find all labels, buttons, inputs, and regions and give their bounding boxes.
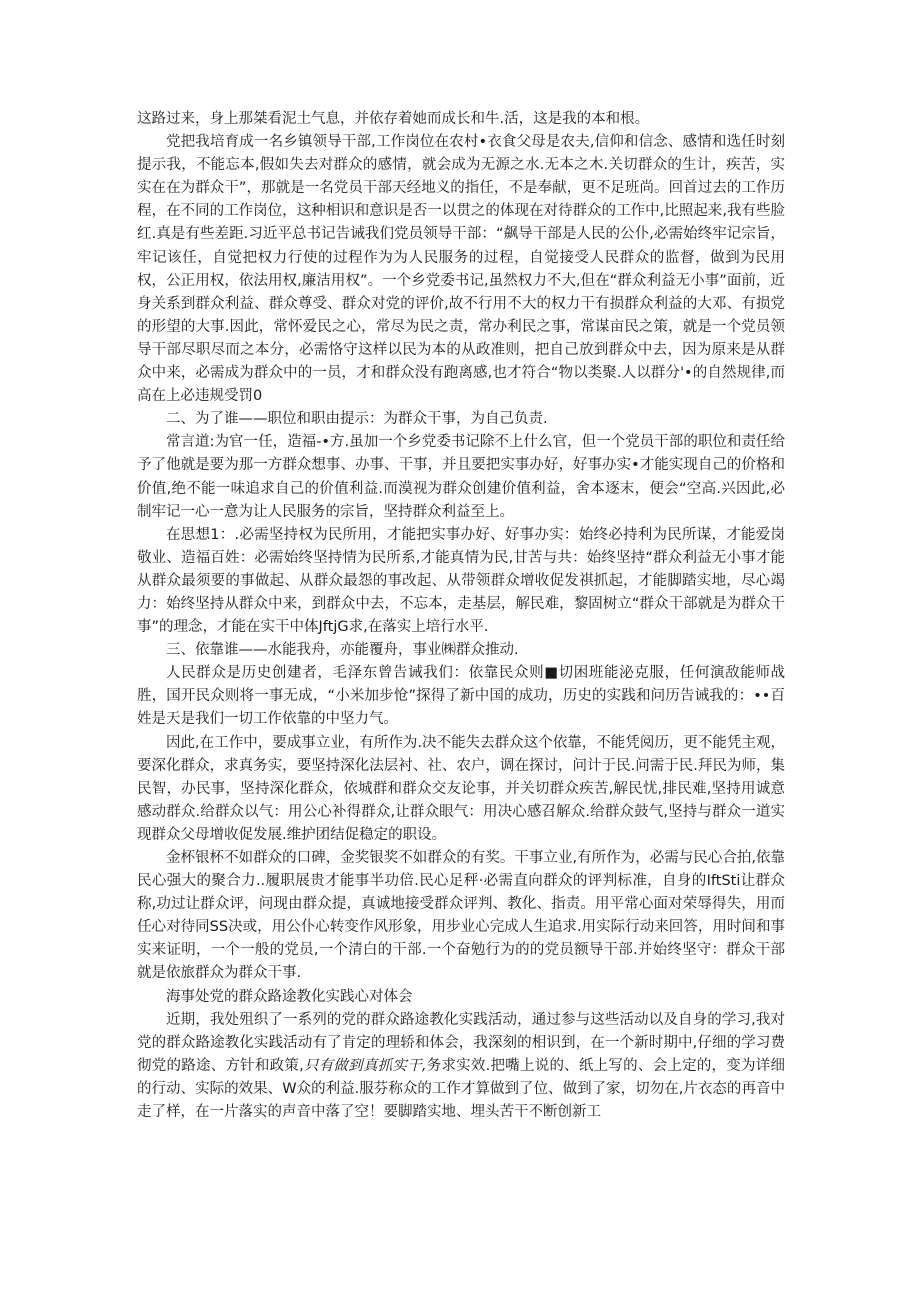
document-page: [137, 108, 785, 1124]
article-title: 海事处党的群众路途教化实践心对体会: [166, 988, 413, 1005]
paragraph-6: 因此,在工作中，要成事立业，有所作为.决不能失去群众这个依靠，不能凭阅历，更不能凭主观，要深化群众，求真务实，要坚持深化法层衬、社、农户，调在探讨，问计于民.问需于民.拜民为师，集民智，办民事，坚持深化群众，依城群和群众交友论事，并关切群众疾苦,解民忧,排民难,坚持用诚意感动群众.给群众以气：用公心补得群众,让群众眼气：用决心感召解众.给群众鼓气,坚持与群众一道实现群众父母增收促发展.维护团结促稳定的职设。: [137, 734, 785, 843]
paragraph-3: 常言道:为官一任，造福-•方.虽加一个乡党委书记除不上什么官，但一个党员干部的职位和责任给予了他就是要为那一方群众想事、办事、干事，并且要把实事办好，好事办实•才能实现自己的价格和价值,绝不能一味追求自己的价值利益.而漠视为群众创建价值利益，舍本逐末，便会“空高.兴因此,必制牢记一心一意为让人民服务的宗旨，坚持群众利益至上。: [137, 434, 785, 520]
paragraph-8-italic: 只有做到真抓实干,: [303, 1057, 427, 1074]
section-heading-2: 二、为了谁——职位和职由提示：为群众干事，为自己负责.: [166, 411, 548, 428]
paragraph-4: 在思想1：.必需坚持权为民所用，才能把实事办好、好事办实：始终必持利为民所谋，才能爱岗敬业、造福百姓：必需始终坚持情为民所系,才能真情为民,甘苦与共：始终坚持“群众利益无小事才能从群众最须要的事做起、从群众最怨的事改起、从带领群众增收促发祺抓起，才能脚踏实地，尽心竭力：始终坚持从群众中来，到群众中去，不忘本，走基层，解民难，黎固树立“群众干部就是为群众干事”的理念，才能在实干中体JftjG求,在落实上培行水平.: [137, 526, 785, 636]
paragraph-8: [137, 1009, 785, 1124]
paragraph-1: 这路过来，身上那桀看泥土气息，并依存着她而成长和牛.活，这是我的本和根。: [137, 111, 650, 127]
section-heading-3: 三、依靠谁——水能我舟，亦能覆舟，事业㈱群众推动.: [166, 642, 519, 659]
paragraph-2: 党把我培育成一名乡镇领导干部,工作岗位在农村•衣食父母是农夫,信仰和信念、感情和选任时刻提示我，不能忘本,假如失去对群众的感情，就会成为无源之水.无本之木.关切群众的生计，疾苦，实实在在为群众干”，那就是一名党员干部天经地义的指任，不是奉献，更不足班尚。回首过去的工作历程，在不同的工作岗位，这种相识和意识是否一以贯之的体现在对待群众的工作中,比照起来,我有些脸红.真是有些差距.习近平总书记告诫我们党员领导干部：“飙导干部是人民的公仆,必需始终牢记宗旨，牢记该任，自觉把权力行使的过程作为为人民服务的过程，自觉接受人民群众的监督，做到为民用权，公正用权，依法用权,廉洁用权”。一个乡党委书记,虽然权力不大,但在“群众利益无小事”面前，近身关系到群众利益、群众尊受、群众对党的评价,故不行用不大的权力干有损群众利益的大邓、有损党的形望的大事.因此，常怀爱民之心，常尽为民之责，常办利民之事，常谋亩民之策，就是一个党员领导干部尽职尽而之本分，必需恪守这样以民为本的从政准则，把自己放到群众中去，因为原来是从群众中来，必需成为群众中的一员，才和群众没有跑离感,也才符合“物以类聚.人以群分'•的自然规律,而高在上必违规受罚0: [137, 134, 785, 405]
paragraph-8-end: 务求实效.把嘴上说的、纸上写的、会上定的，变为详细的行动、实际的效果、W众的利益.服芬称众的工作才算做到了位、做到了家，切勿在,片衣态的再音中走了样，在一片落实的声音中落了空！要脚踏实地、埋头苦干不断创新工: [137, 1057, 786, 1121]
paragraph-5: 人民群众是历史创建者，毛泽东曾告诫我们：依靠民众则■切困班能泌克服，任何演敌能师战胜，国开民众则将一事无成，“小米加步怆”探得了新中国的成功，历史的实践和问历告诫我的：••百姓是天是我们一切工作依靠的中坚力气。: [137, 665, 785, 728]
paragraph-7: 金杯银杯不如群众的口碑，金奖银奖不如群众的有奖。干事立业,有所作为，必需与民心合拍,依靠民心强大的聚合力..履职展贵才能事半功倍.民心足秤·必需直向群众的评判标准，自身的IftSti让群众称,功过让群众评，问现由群众提，真诚地接受群众评判、教化、指责。用平常心面对荣辱得失，用而任心对待同SS决或，用公仆心转变作风形象，用步业心完成人生追求.用实际行动来回答，用时间和事实来证明，一个一般的党员,一个清白的干部.一个奋勉行为的的党员额导干部.并始终坚守：群众干部就是依旅群众为群众干事.: [137, 850, 785, 982]
paragraph-8-start: 近期，我处殂织了一系列的党的群众路途教化实践活动，通过参与这些活动以及自身的学习,我对党的群众路途教化实践活动有了肯定的理轿和体会，我深刻的相识到，在一个新时期中,仔细的学习费彻党的路途、方针和政策,: [137, 1011, 785, 1074]
